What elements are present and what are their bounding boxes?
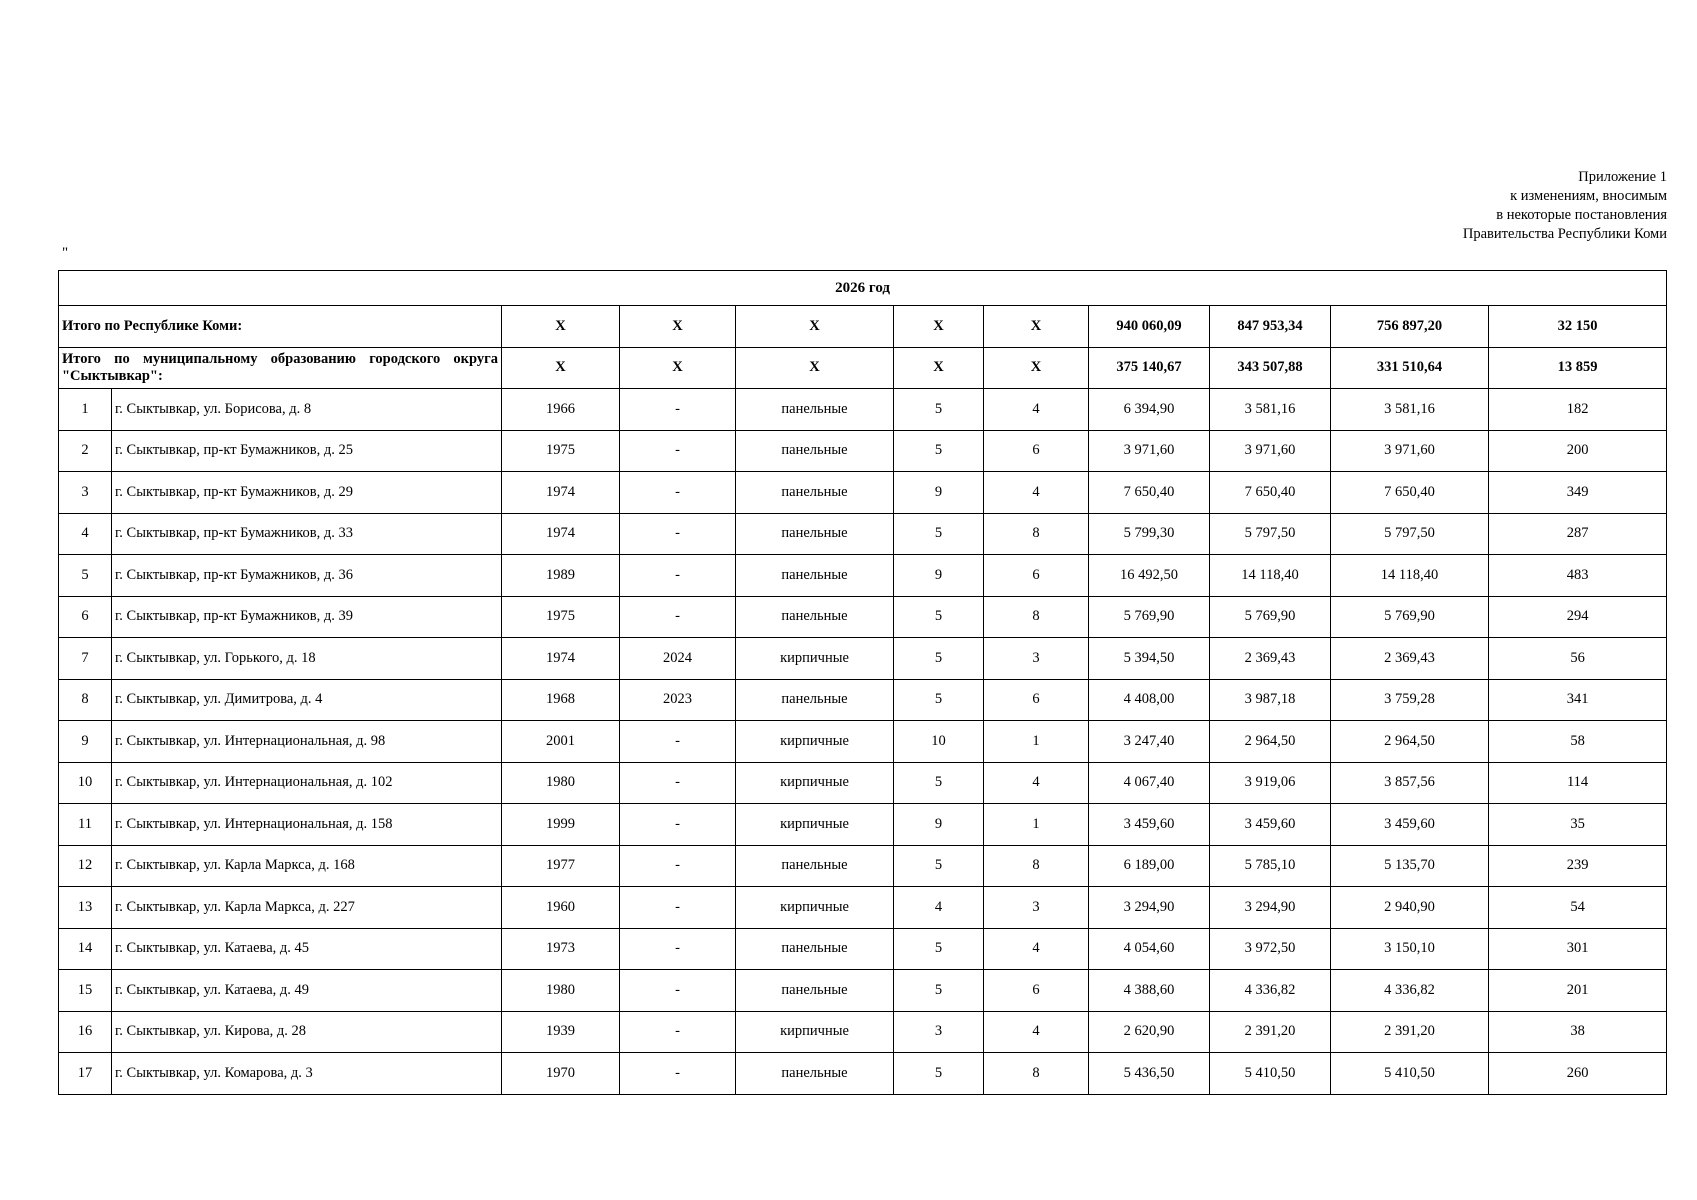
- address: г. Сыктывкар, ул. Карла Маркса, д. 168: [112, 845, 502, 887]
- residential-area-owned: 5 410,50: [1331, 1053, 1489, 1095]
- row-number: 15: [59, 970, 112, 1012]
- total-area: 5 769,90: [1089, 596, 1210, 638]
- row-number: 6: [59, 596, 112, 638]
- row-number: 13: [59, 887, 112, 929]
- year-built: 1960: [502, 887, 620, 929]
- table-row: [59, 721, 1667, 763]
- wall-material: панельные: [736, 928, 894, 970]
- row-number: 12: [59, 845, 112, 887]
- total-area: 6 394,90: [1089, 389, 1210, 431]
- year-built: 1975: [502, 596, 620, 638]
- year-built: 1973: [502, 928, 620, 970]
- total-area: 4 067,40: [1089, 762, 1210, 804]
- entrances-count: 6: [984, 430, 1089, 472]
- address: г. Сыктывкар, ул. Катаева, д. 45: [112, 928, 502, 970]
- year-last-overhaul: 2023: [620, 679, 736, 721]
- year-last-overhaul: 2024: [620, 638, 736, 680]
- row-number: 4: [59, 513, 112, 555]
- year-built: 1968: [502, 679, 620, 721]
- year-built: 1999: [502, 804, 620, 846]
- row-number: 2: [59, 430, 112, 472]
- wall-material: панельные: [736, 555, 894, 597]
- table-row: [59, 887, 1667, 929]
- year-built: 1974: [502, 472, 620, 514]
- residents-count: 201: [1489, 970, 1667, 1012]
- total-area: 3 971,60: [1089, 430, 1210, 472]
- table-row: [59, 430, 1667, 472]
- row-number: 3: [59, 472, 112, 514]
- residential-area-owned: 14 118,40: [1331, 555, 1489, 597]
- entrances-count: 8: [984, 513, 1089, 555]
- entrances-count: 3: [984, 887, 1089, 929]
- residents-count: 182: [1489, 389, 1667, 431]
- entrances-count: 3: [984, 638, 1089, 680]
- residential-area: 3 972,50: [1210, 928, 1331, 970]
- address: г. Сыктывкар, пр-кт Бумажников, д. 33: [112, 513, 502, 555]
- wall-material: кирпичные: [736, 762, 894, 804]
- table-row: [59, 845, 1667, 887]
- total-area: 5 436,50: [1089, 1053, 1210, 1095]
- residents-count: 239: [1489, 845, 1667, 887]
- residential-area-owned: 5 769,90: [1331, 596, 1489, 638]
- floors-count: 10: [894, 721, 984, 763]
- total-residents-count: 32 150: [1489, 306, 1667, 348]
- total-area: 7 650,40: [1089, 472, 1210, 514]
- year-last-overhaul: -: [620, 887, 736, 929]
- wall-material: кирпичные: [736, 804, 894, 846]
- total-row: [59, 347, 1667, 389]
- residents-count: 56: [1489, 638, 1667, 680]
- residents-count: 58: [1489, 721, 1667, 763]
- wall-material: панельные: [736, 513, 894, 555]
- year-built: 1975: [502, 430, 620, 472]
- entrances-count: 4: [984, 928, 1089, 970]
- residential-area-owned: 3 581,16: [1331, 389, 1489, 431]
- row-number: 5: [59, 555, 112, 597]
- total-residential-area: 343 507,88: [1210, 347, 1331, 389]
- address: г. Сыктывкар, ул. Кирова, д. 28: [112, 1011, 502, 1053]
- total-area: 3 459,60: [1089, 804, 1210, 846]
- residents-count: 287: [1489, 513, 1667, 555]
- floors-count: 5: [894, 389, 984, 431]
- residential-area-owned: 5 797,50: [1331, 513, 1489, 555]
- total-area: 5 799,30: [1089, 513, 1210, 555]
- year-last-overhaul: -: [620, 762, 736, 804]
- total-area: 4 388,60: [1089, 970, 1210, 1012]
- entrances-count: 8: [984, 596, 1089, 638]
- residential-area-owned: 3 971,60: [1331, 430, 1489, 472]
- appendix-header-line: в некоторые постановления: [1496, 207, 1667, 223]
- appendix-header-line: Правительства Республики Коми: [1462, 226, 1667, 242]
- table-row: [59, 679, 1667, 721]
- floors-count: 5: [894, 845, 984, 887]
- table-row: [59, 1011, 1667, 1053]
- floors-count: 5: [894, 679, 984, 721]
- total-label: Итого по муниципальному образованию городского округа "Сыктывкар":: [59, 347, 502, 389]
- floors-count: 4: [894, 887, 984, 929]
- year-built: 1977: [502, 845, 620, 887]
- address: г. Сыктывкар, ул. Интернациональная, д. 158: [112, 804, 502, 846]
- total-label: Итого по Республике Коми:: [59, 306, 502, 348]
- year-last-overhaul: -: [620, 845, 736, 887]
- total-area: 4 408,00: [1089, 679, 1210, 721]
- year-last-overhaul: -: [620, 928, 736, 970]
- address: г. Сыктывкар, ул. Интернациональная, д. 102: [112, 762, 502, 804]
- year-last-overhaul: -: [620, 970, 736, 1012]
- residents-count: 341: [1489, 679, 1667, 721]
- residential-area: 3 459,60: [1210, 804, 1331, 846]
- address: г. Сыктывкар, ул. Интернациональная, д. 98: [112, 721, 502, 763]
- total-area: 4 054,60: [1089, 928, 1210, 970]
- row-number: 16: [59, 1011, 112, 1053]
- address: г. Сыктывкар, пр-кт Бумажников, д. 36: [112, 555, 502, 597]
- residential-area-owned: 7 650,40: [1331, 472, 1489, 514]
- total-floors-count: X: [894, 306, 984, 348]
- year-built: 1939: [502, 1011, 620, 1053]
- address: г. Сыктывкар, ул. Комарова, д. 3: [112, 1053, 502, 1095]
- total-total-area: 375 140,67: [1089, 347, 1210, 389]
- floors-count: 9: [894, 555, 984, 597]
- year-built: 1966: [502, 389, 620, 431]
- residential-area: 2 369,43: [1210, 638, 1331, 680]
- row-number: 8: [59, 679, 112, 721]
- total-area: 3 247,40: [1089, 721, 1210, 763]
- floors-count: 9: [894, 472, 984, 514]
- entrances-count: 6: [984, 679, 1089, 721]
- row-number: 11: [59, 804, 112, 846]
- entrances-count: 6: [984, 970, 1089, 1012]
- entrances-count: 4: [984, 762, 1089, 804]
- year-last-overhaul: -: [620, 430, 736, 472]
- address: г. Сыктывкар, пр-кт Бумажников, д. 29: [112, 472, 502, 514]
- residential-area: 5 785,10: [1210, 845, 1331, 887]
- appendix-header-line: к изменениям, вносимым: [1510, 188, 1667, 204]
- residential-area-owned: 3 759,28: [1331, 679, 1489, 721]
- row-number: 14: [59, 928, 112, 970]
- wall-material: панельные: [736, 472, 894, 514]
- floors-count: 5: [894, 430, 984, 472]
- floors-count: 5: [894, 1053, 984, 1095]
- residents-count: 349: [1489, 472, 1667, 514]
- total-area: 5 394,50: [1089, 638, 1210, 680]
- row-number: 17: [59, 1053, 112, 1095]
- residential-area: 2 964,50: [1210, 721, 1331, 763]
- residents-count: 114: [1489, 762, 1667, 804]
- wall-material: панельные: [736, 1053, 894, 1095]
- residents-count: 483: [1489, 555, 1667, 597]
- total-area: 16 492,50: [1089, 555, 1210, 597]
- residential-area-owned: 2 391,20: [1331, 1011, 1489, 1053]
- address: г. Сыктывкар, ул. Горького, д. 18: [112, 638, 502, 680]
- total-entrances-count: X: [984, 306, 1089, 348]
- row-number: 7: [59, 638, 112, 680]
- address: г. Сыктывкар, ул. Борисова, д. 8: [112, 389, 502, 431]
- wall-material: панельные: [736, 596, 894, 638]
- residential-area-owned: 3 150,10: [1331, 928, 1489, 970]
- table-row: [59, 638, 1667, 680]
- year-built: 1974: [502, 638, 620, 680]
- table-row: [59, 389, 1667, 431]
- wall-material: кирпичные: [736, 887, 894, 929]
- residential-area-owned: 2 369,43: [1331, 638, 1489, 680]
- total-residential-area-owned: 331 510,64: [1331, 347, 1489, 389]
- residents-count: 260: [1489, 1053, 1667, 1095]
- housing-registry-table: [58, 270, 1667, 1095]
- total-year-built: X: [502, 347, 620, 389]
- residential-area: 14 118,40: [1210, 555, 1331, 597]
- appendix-header-line: Приложение 1: [1578, 169, 1667, 185]
- table-row: [59, 472, 1667, 514]
- appendix-header: [1463, 168, 1667, 244]
- floors-count: 9: [894, 804, 984, 846]
- row-number: 10: [59, 762, 112, 804]
- wall-material: кирпичные: [736, 1011, 894, 1053]
- residents-count: 35: [1489, 804, 1667, 846]
- floors-count: 5: [894, 762, 984, 804]
- floors-count: 3: [894, 1011, 984, 1053]
- entrances-count: 4: [984, 1011, 1089, 1053]
- year-last-overhaul: -: [620, 804, 736, 846]
- residential-area: 5 769,90: [1210, 596, 1331, 638]
- residents-count: 38: [1489, 1011, 1667, 1053]
- total-residents-count: 13 859: [1489, 347, 1667, 389]
- entrances-count: 4: [984, 389, 1089, 431]
- opening-quote-mark: ": [62, 245, 69, 261]
- total-floors-count: X: [894, 347, 984, 389]
- residential-area-owned: 4 336,82: [1331, 970, 1489, 1012]
- table-row: [59, 555, 1667, 597]
- year-last-overhaul: -: [620, 555, 736, 597]
- total-wall-material: X: [736, 306, 894, 348]
- total-entrances-count: X: [984, 347, 1089, 389]
- residential-area: 3 987,18: [1210, 679, 1331, 721]
- floors-count: 5: [894, 970, 984, 1012]
- year-built: 1980: [502, 970, 620, 1012]
- wall-material: панельные: [736, 970, 894, 1012]
- year-last-overhaul: -: [620, 389, 736, 431]
- residential-area: 3 971,60: [1210, 430, 1331, 472]
- table-row: [59, 928, 1667, 970]
- wall-material: панельные: [736, 679, 894, 721]
- residential-area: 4 336,82: [1210, 970, 1331, 1012]
- year-row: [59, 271, 1667, 306]
- floors-count: 5: [894, 596, 984, 638]
- total-year-last-overhaul: X: [620, 306, 736, 348]
- year-built: 1970: [502, 1053, 620, 1095]
- wall-material: кирпичные: [736, 638, 894, 680]
- residents-count: 54: [1489, 887, 1667, 929]
- address: г. Сыктывкар, ул. Карла Маркса, д. 227: [112, 887, 502, 929]
- year-built: 1974: [502, 513, 620, 555]
- year-last-overhaul: -: [620, 721, 736, 763]
- residential-area-owned: 3 857,56: [1331, 762, 1489, 804]
- wall-material: панельные: [736, 389, 894, 431]
- total-row: [59, 306, 1667, 348]
- entrances-count: 8: [984, 1053, 1089, 1095]
- residential-area: 5 410,50: [1210, 1053, 1331, 1095]
- floors-count: 5: [894, 513, 984, 555]
- address: г. Сыктывкар, ул. Димитрова, д. 4: [112, 679, 502, 721]
- residential-area-owned: 2 940,90: [1331, 887, 1489, 929]
- table-row: [59, 804, 1667, 846]
- total-total-area: 940 060,09: [1089, 306, 1210, 348]
- total-residential-area: 847 953,34: [1210, 306, 1331, 348]
- residential-area: 2 391,20: [1210, 1011, 1331, 1053]
- residential-area: 5 797,50: [1210, 513, 1331, 555]
- row-number: 1: [59, 389, 112, 431]
- entrances-count: 1: [984, 721, 1089, 763]
- address: г. Сыктывкар, ул. Катаева, д. 49: [112, 970, 502, 1012]
- entrances-count: 6: [984, 555, 1089, 597]
- year-last-overhaul: -: [620, 1053, 736, 1095]
- address: г. Сыктывкар, пр-кт Бумажников, д. 25: [112, 430, 502, 472]
- residential-area: 7 650,40: [1210, 472, 1331, 514]
- total-residential-area-owned: 756 897,20: [1331, 306, 1489, 348]
- table-row: [59, 513, 1667, 555]
- entrances-count: 8: [984, 845, 1089, 887]
- year-last-overhaul: -: [620, 1011, 736, 1053]
- floors-count: 5: [894, 638, 984, 680]
- residential-area-owned: 2 964,50: [1331, 721, 1489, 763]
- residential-area-owned: 5 135,70: [1331, 845, 1489, 887]
- year-built: 1980: [502, 762, 620, 804]
- row-number: 9: [59, 721, 112, 763]
- table-row: [59, 970, 1667, 1012]
- entrances-count: 4: [984, 472, 1089, 514]
- year-last-overhaul: -: [620, 513, 736, 555]
- residents-count: 294: [1489, 596, 1667, 638]
- year-last-overhaul: -: [620, 596, 736, 638]
- total-area: 3 294,90: [1089, 887, 1210, 929]
- residential-area-owned: 3 459,60: [1331, 804, 1489, 846]
- year-built: 1989: [502, 555, 620, 597]
- residential-area: 3 294,90: [1210, 887, 1331, 929]
- residential-area: 3 581,16: [1210, 389, 1331, 431]
- residents-count: 301: [1489, 928, 1667, 970]
- total-year-last-overhaul: X: [620, 347, 736, 389]
- table-row: [59, 762, 1667, 804]
- wall-material: кирпичные: [736, 721, 894, 763]
- residents-count: 200: [1489, 430, 1667, 472]
- address: г. Сыктывкар, пр-кт Бумажников, д. 39: [112, 596, 502, 638]
- wall-material: панельные: [736, 845, 894, 887]
- year-title: 2026 год: [59, 271, 1667, 306]
- total-year-built: X: [502, 306, 620, 348]
- year-built: 2001: [502, 721, 620, 763]
- total-wall-material: X: [736, 347, 894, 389]
- table-row: [59, 1053, 1667, 1095]
- table-row: [59, 596, 1667, 638]
- residential-area: 3 919,06: [1210, 762, 1331, 804]
- total-area: 2 620,90: [1089, 1011, 1210, 1053]
- entrances-count: 1: [984, 804, 1089, 846]
- wall-material: панельные: [736, 430, 894, 472]
- year-last-overhaul: -: [620, 472, 736, 514]
- floors-count: 5: [894, 928, 984, 970]
- total-area: 6 189,00: [1089, 845, 1210, 887]
